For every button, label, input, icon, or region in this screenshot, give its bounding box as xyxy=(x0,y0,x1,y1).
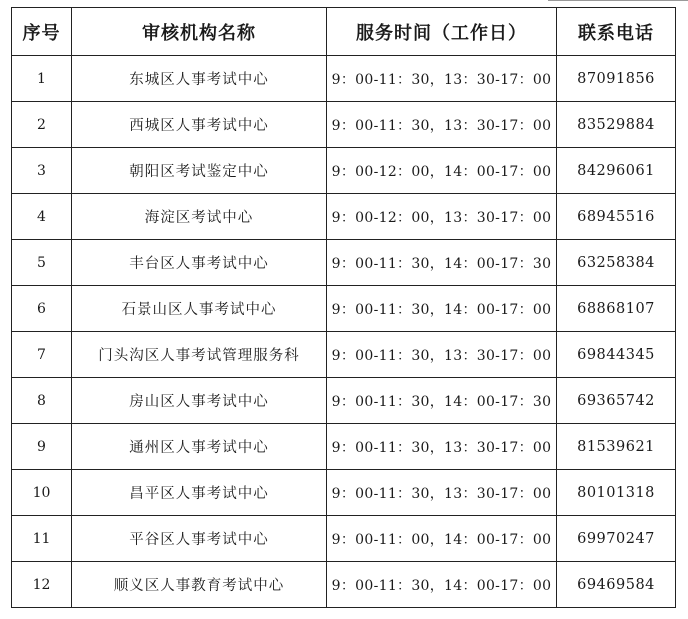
row-institution-name: 通州区人事考试中心 xyxy=(72,424,327,470)
row-institution-name: 东城区人事考试中心 xyxy=(72,56,327,102)
review-institution-table xyxy=(11,7,676,608)
table-row xyxy=(12,194,676,240)
row-index: 1 xyxy=(12,56,72,102)
header-phone: 联系电话 xyxy=(557,8,676,56)
row-phone-number: 63258384 xyxy=(557,240,676,286)
header-institution: 审核机构名称 xyxy=(72,8,327,56)
header-hours: 服务时间（工作日） xyxy=(327,8,557,56)
row-phone-number: 69365742 xyxy=(557,378,676,424)
row-index: 11 xyxy=(12,516,72,562)
row-index: 12 xyxy=(12,562,72,608)
row-institution-name: 昌平区人事考试中心 xyxy=(72,470,327,516)
row-phone-number: 69970247 xyxy=(557,516,676,562)
table-row xyxy=(12,240,676,286)
row-phone-number: 68945516 xyxy=(557,194,676,240)
row-service-hours: 9：00-11：30，14：00-17：00 xyxy=(327,562,557,608)
row-index: 8 xyxy=(12,378,72,424)
table-row xyxy=(12,470,676,516)
table-row xyxy=(12,516,676,562)
table-row xyxy=(12,424,676,470)
row-service-hours: 9：00-11：30，14：00-17：30 xyxy=(327,240,557,286)
table-row xyxy=(12,562,676,608)
top-edge-line xyxy=(548,0,688,4)
row-service-hours: 9：00-11：30，13：30-17：00 xyxy=(327,332,557,378)
row-service-hours: 9：00-11：30，13：30-17：00 xyxy=(327,470,557,516)
row-phone-number: 81539621 xyxy=(557,424,676,470)
table-row xyxy=(12,286,676,332)
row-institution-name: 门头沟区人事考试管理服务科 xyxy=(72,332,327,378)
row-index: 2 xyxy=(12,102,72,148)
table-header-row xyxy=(12,8,676,56)
row-service-hours: 9：00-11：00，14：00-17：00 xyxy=(327,516,557,562)
row-phone-number: 84296061 xyxy=(557,148,676,194)
row-phone-number: 68868107 xyxy=(557,286,676,332)
row-index: 6 xyxy=(12,286,72,332)
table-body xyxy=(12,56,676,608)
row-index: 10 xyxy=(12,470,72,516)
table-row xyxy=(12,332,676,378)
row-index: 4 xyxy=(12,194,72,240)
row-service-hours: 9：00-12：00，14：00-17：00 xyxy=(327,148,557,194)
row-index: 7 xyxy=(12,332,72,378)
header-index: 序号 xyxy=(12,8,72,56)
row-phone-number: 80101318 xyxy=(557,470,676,516)
row-service-hours: 9：00-12：00，13：30-17：00 xyxy=(327,194,557,240)
row-index: 9 xyxy=(12,424,72,470)
row-service-hours: 9：00-11：30，13：30-17：00 xyxy=(327,102,557,148)
row-phone-number: 83529884 xyxy=(557,102,676,148)
row-service-hours: 9：00-11：30，13：30-17：00 xyxy=(327,424,557,470)
row-index: 3 xyxy=(12,148,72,194)
row-institution-name: 朝阳区考试鉴定中心 xyxy=(72,148,327,194)
row-index: 5 xyxy=(12,240,72,286)
row-phone-number: 69844345 xyxy=(557,332,676,378)
row-institution-name: 丰台区人事考试中心 xyxy=(72,240,327,286)
row-institution-name: 房山区人事考试中心 xyxy=(72,378,327,424)
row-institution-name: 西城区人事考试中心 xyxy=(72,102,327,148)
row-service-hours: 9：00-11：30，13：30-17：00 xyxy=(327,56,557,102)
row-institution-name: 平谷区人事考试中心 xyxy=(72,516,327,562)
row-service-hours: 9：00-11：30，14：00-17：00 xyxy=(327,286,557,332)
table-row xyxy=(12,102,676,148)
row-phone-number: 87091856 xyxy=(557,56,676,102)
row-institution-name: 顺义区人事教育考试中心 xyxy=(72,562,327,608)
table-row xyxy=(12,56,676,102)
row-institution-name: 石景山区人事考试中心 xyxy=(72,286,327,332)
table-row xyxy=(12,378,676,424)
row-service-hours: 9：00-11：30，14：00-17：30 xyxy=(327,378,557,424)
row-phone-number: 69469584 xyxy=(557,562,676,608)
row-institution-name: 海淀区考试中心 xyxy=(72,194,327,240)
table-row xyxy=(12,148,676,194)
